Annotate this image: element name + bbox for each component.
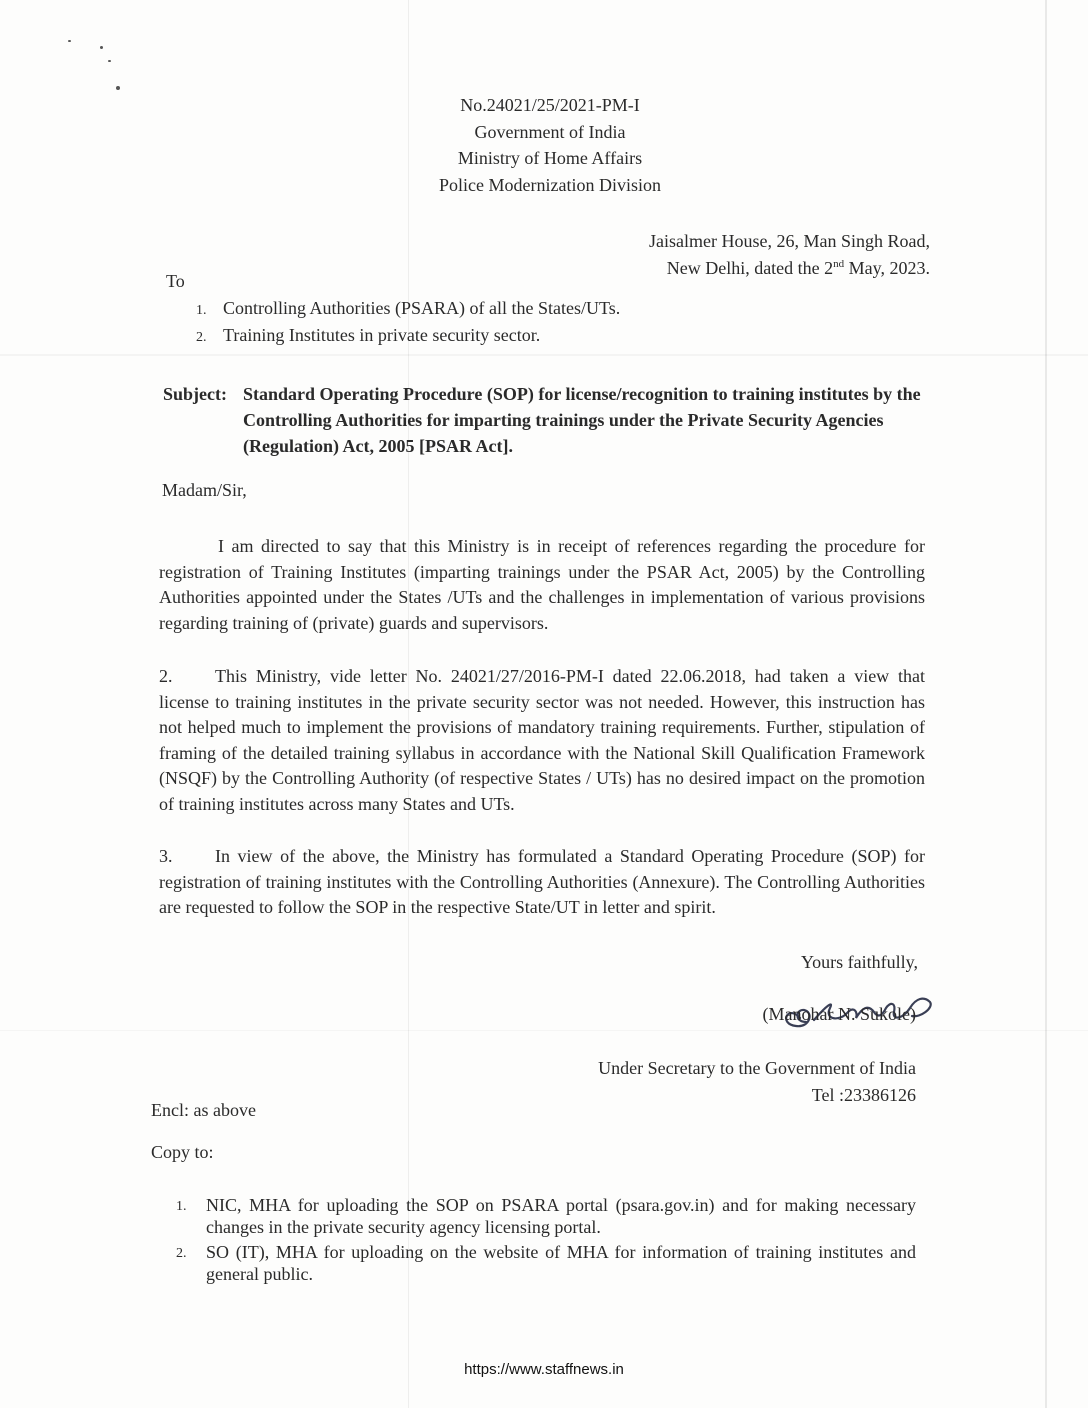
list-item bbox=[196, 323, 620, 350]
signatory-name: (Manohar N. Sukole) bbox=[762, 1004, 916, 1024]
scan-speck bbox=[108, 60, 111, 62]
list-number: 1. bbox=[196, 303, 207, 318]
paragraph-number: 3. bbox=[159, 846, 173, 866]
list-text: Controlling Authorities (PSARA) of all the States/UTs. bbox=[223, 298, 621, 318]
paragraph-2 bbox=[159, 664, 925, 817]
list-number: 1. bbox=[176, 1199, 187, 1214]
subject-block bbox=[163, 381, 927, 459]
date-day-suffix: nd bbox=[833, 258, 845, 270]
scan-speck bbox=[116, 86, 120, 90]
list-text: NIC, MHA for uploading the SOP on PSARA portal (psara.gov.in) and for making necessary changes in the private security agency licensing portal. bbox=[206, 1195, 916, 1237]
list-number: 2. bbox=[196, 330, 207, 345]
scan-edge bbox=[1045, 0, 1047, 1408]
list-number: 2. bbox=[176, 1246, 187, 1261]
paragraph-number: 2. bbox=[159, 666, 173, 686]
to-label: To bbox=[166, 271, 185, 291]
recipient-list bbox=[196, 296, 620, 350]
letter-header bbox=[400, 92, 700, 198]
scan-speck bbox=[68, 40, 71, 42]
paragraph-text: I am directed to say that this Ministry is in receipt of references regarding the procedure for registration of Training Institutes (imparting trainings under the PSAR Act, 2005) by the Controlling Authorities appointed under the States /UTs and the challenges in implementation of various provisions regarding training of (private) guards and supervisors. bbox=[159, 536, 925, 633]
enclosure: Encl: as above bbox=[151, 1100, 256, 1120]
government-name: Government of India bbox=[474, 121, 626, 142]
copy-to-label: Copy to: bbox=[151, 1142, 214, 1162]
sender-address bbox=[649, 228, 930, 282]
fold-crease-horizontal bbox=[0, 354, 1088, 356]
date-month-year: May, 2023. bbox=[848, 258, 930, 278]
footer-url: https://www.staffnews.in bbox=[464, 1361, 624, 1378]
list-text: SO (IT), MHA for uploading on the website of MHA for information of training institutes and general public. bbox=[206, 1242, 916, 1284]
list-item bbox=[196, 296, 620, 323]
date-line bbox=[649, 255, 930, 282]
subject-text: Standard Operating Procedure (SOP) for license/recognition to training institutes by the Controlling Authorities for imparting trainings under the Private Security Agencies (Regulation) Act, 2005 [PSAR Act]. bbox=[243, 384, 921, 456]
date-day: 2 bbox=[824, 258, 834, 278]
paragraph-3 bbox=[159, 844, 925, 921]
list-item bbox=[176, 1194, 916, 1238]
list-item bbox=[176, 1241, 916, 1285]
date-prefix: New Delhi, dated the bbox=[666, 258, 820, 278]
list-text: Training Institutes in private security sector. bbox=[223, 325, 541, 345]
signatory-designation: Under Secretary to the Government of India bbox=[598, 1058, 916, 1078]
address-line: Jaisalmer House, 26, Man Singh Road, bbox=[649, 231, 930, 251]
closing: Yours faithfully, bbox=[800, 952, 918, 972]
ministry-name: Ministry of Home Affairs bbox=[457, 148, 643, 168]
salutation: Madam/Sir, bbox=[162, 480, 247, 500]
file-number: No.24021/25/2021-PM-I bbox=[460, 95, 640, 115]
division-name: Police Modernization Division bbox=[439, 174, 661, 195]
paragraph-text: In view of the above, the Ministry has formulated a Standard Operating Procedure (SOP) for registration of training institutes with the Controlling Authorities (Annexure). The Controlling Authorities are requested to follow the SOP in the respective State/UT in letter and spirit. bbox=[159, 846, 925, 917]
copy-to-list bbox=[176, 1194, 916, 1288]
signatory-telephone: Tel :23386126 bbox=[811, 1085, 916, 1105]
signatory-block bbox=[598, 1055, 916, 1109]
scan-speck bbox=[100, 46, 103, 49]
subject-label: Subject: bbox=[163, 384, 227, 404]
paragraph-1 bbox=[159, 534, 925, 636]
paragraph-text: This Ministry, vide letter No. 24021/27/2016-PM-I dated 22.06.2018, had taken a view that license to training institutes in the private security sector was not needed. However, this instruction has not helped much to implement the provisions of mandatory training requirements. Further, stipulation of framing of the detailed training syllabus in accordance with the National Skill Qualification Framework (NSQF) by the Controlling Authority (of respective States / UTs) has no desired impact on the promotion of training institutes across many States and UTs. bbox=[159, 666, 925, 814]
